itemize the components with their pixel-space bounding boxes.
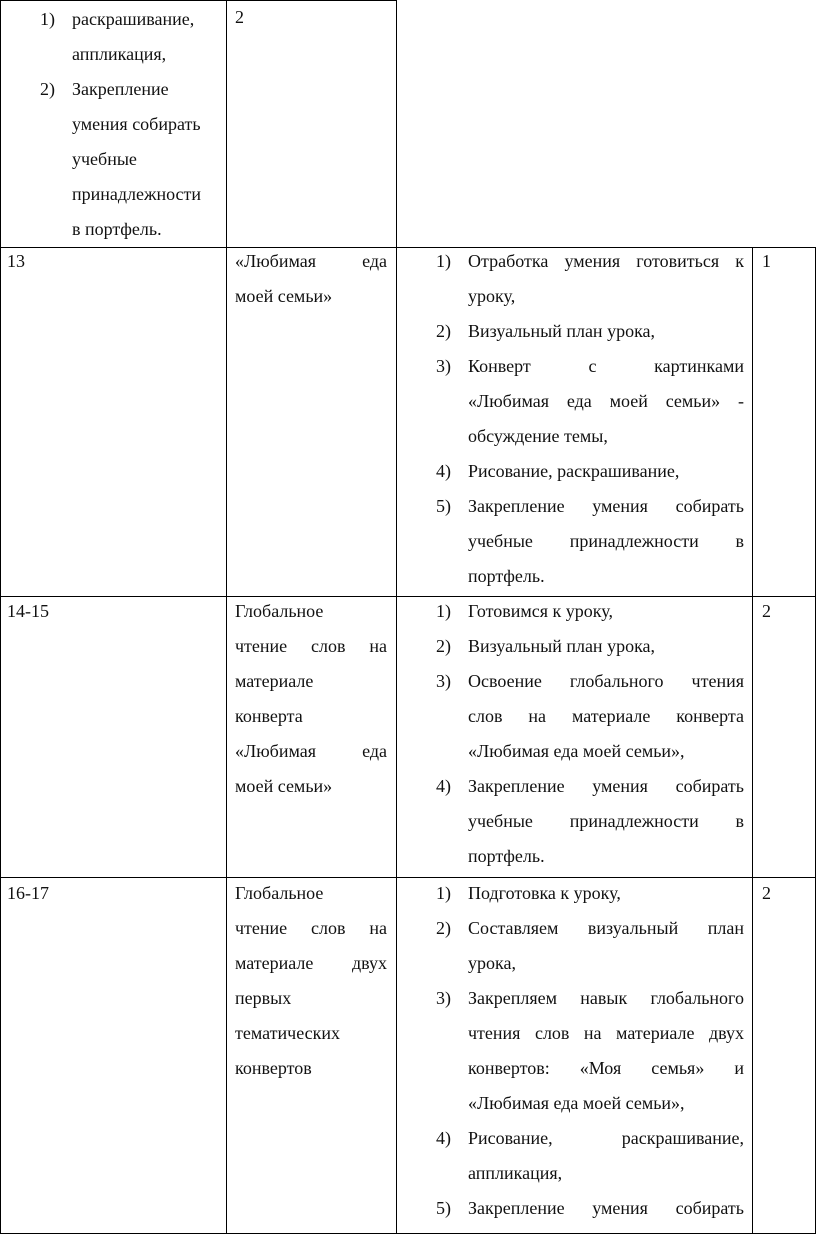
item-number: 3)	[436, 671, 451, 691]
item-line: учебные	[72, 149, 137, 169]
item-line: Рисование, раскрашивание,	[468, 1128, 744, 1148]
item-line: обсуждение темы,	[468, 426, 608, 446]
item-number: 1)	[40, 9, 55, 29]
item-number: 4)	[436, 776, 451, 796]
list-item	[436, 911, 744, 981]
item-number: 2)	[436, 918, 451, 938]
item-line: умения собирать	[72, 114, 201, 134]
row-2-hours: 2	[762, 601, 771, 621]
item-line: Визуальный план урока,	[468, 321, 656, 341]
row-2-items	[436, 594, 744, 874]
topic-line: чтение слов на	[235, 918, 387, 938]
topic-line: материале	[235, 671, 314, 691]
item-line: Закрепление умения собирать	[468, 496, 744, 516]
row-1-hours: 1	[762, 251, 771, 271]
topic-line: первых	[235, 988, 292, 1008]
row-0-items	[40, 2, 220, 247]
row-2-topic	[235, 594, 387, 804]
item-line: Готовимся к уроку,	[468, 601, 613, 621]
item-line: в портфель.	[72, 219, 162, 239]
item-number: 1)	[436, 883, 451, 903]
col-border	[226, 0, 227, 247]
item-number: 2)	[436, 636, 451, 656]
topic-line: Глобальное	[235, 883, 324, 903]
item-line: Визуальный план урока,	[468, 636, 656, 656]
col-border	[226, 247, 227, 1234]
row-3-topic	[235, 876, 387, 1086]
list-item	[436, 876, 744, 911]
item-line: уроку,	[468, 286, 516, 306]
item-line: конвертов: «Моя семья» и	[468, 1058, 744, 1078]
list-item	[436, 1121, 744, 1191]
item-line: учебные принадлежности в	[468, 531, 744, 551]
item-line: «Любимая еда моей семьи» -	[468, 391, 744, 411]
item-number: 3)	[436, 988, 451, 1008]
list-item	[436, 629, 744, 664]
list-item	[436, 244, 744, 314]
row-3-hours: 2	[762, 883, 771, 903]
item-line: Подготовка к уроку,	[468, 883, 621, 903]
item-line: слов на материале конверта	[468, 706, 744, 726]
topic-line: Глобальное	[235, 601, 324, 621]
list-item	[40, 2, 220, 72]
item-line: Отработка умения готовиться к	[468, 251, 744, 271]
col-border	[752, 247, 753, 1234]
item-line: раскрашивание,	[72, 9, 195, 29]
item-line: Составляем визуальный план	[468, 918, 744, 938]
row-2-number: 14-15	[7, 601, 49, 621]
item-number: 3)	[436, 356, 451, 376]
item-number: 1)	[436, 601, 451, 621]
row-3-items	[436, 876, 744, 1226]
list-item	[436, 1191, 744, 1226]
col-border	[0, 0, 1, 247]
item-number: 2)	[40, 79, 55, 99]
item-line: Закрепление умения собирать	[468, 1198, 744, 1218]
item-line: принадлежности	[72, 184, 202, 204]
list-item	[436, 594, 744, 629]
list-item	[436, 454, 744, 489]
item-number: 1)	[436, 251, 451, 271]
list-item	[436, 314, 744, 349]
row-1-items	[436, 244, 744, 594]
item-number: 5)	[436, 1198, 451, 1218]
list-item	[436, 981, 744, 1121]
col-border	[396, 247, 397, 1234]
item-number: 2)	[436, 321, 451, 341]
topic-line: моей семьи»	[235, 286, 333, 306]
item-line: «Любимая еда моей семьи»,	[468, 741, 685, 761]
row-1-topic	[235, 244, 387, 314]
topic-line: «Любимая еда	[235, 251, 387, 271]
topic-line: материале двух	[235, 953, 387, 973]
row-3-number: 16-17	[7, 883, 49, 903]
item-line: Закрепление	[72, 79, 169, 99]
topic-line: моей семьи»	[235, 776, 333, 796]
col-border	[0, 247, 1, 1234]
topic-line: «Любимая еда	[235, 741, 387, 761]
row-0-hours: 2	[235, 7, 244, 27]
row-border	[0, 0, 397, 1]
row-1-number: 13	[7, 251, 25, 271]
item-number: 4)	[436, 461, 451, 481]
item-line: Рисование, раскрашивание,	[468, 461, 680, 481]
list-item	[436, 349, 744, 454]
list-item	[436, 489, 744, 594]
item-line: аппликация,	[468, 1163, 563, 1183]
item-line: аппликация,	[72, 44, 167, 64]
list-item	[436, 664, 744, 769]
row-border	[0, 1233, 816, 1234]
item-line: урока,	[468, 953, 516, 973]
topic-line: чтение слов на	[235, 636, 387, 656]
item-line: портфель.	[468, 566, 545, 586]
item-number: 4)	[436, 1128, 451, 1148]
item-line: Конверт с картинками	[468, 356, 744, 376]
list-item	[436, 769, 744, 874]
topic-line: конвертов	[235, 1058, 312, 1078]
item-line: Освоение глобального чтения	[468, 671, 744, 691]
item-line: «Любимая еда моей семьи»,	[468, 1093, 685, 1113]
item-line: учебные принадлежности в	[468, 811, 744, 831]
list-item	[40, 72, 220, 247]
topic-line: конверта	[235, 706, 303, 726]
topic-line: тематических	[235, 1023, 341, 1043]
item-line: Закрепление умения собирать	[468, 776, 744, 796]
item-line: Закрепляем навык глобального	[468, 988, 744, 1008]
item-line: чтения слов на материале двух	[468, 1023, 744, 1043]
item-line: портфель.	[468, 846, 545, 866]
col-border	[396, 0, 397, 247]
item-number: 5)	[436, 496, 451, 516]
